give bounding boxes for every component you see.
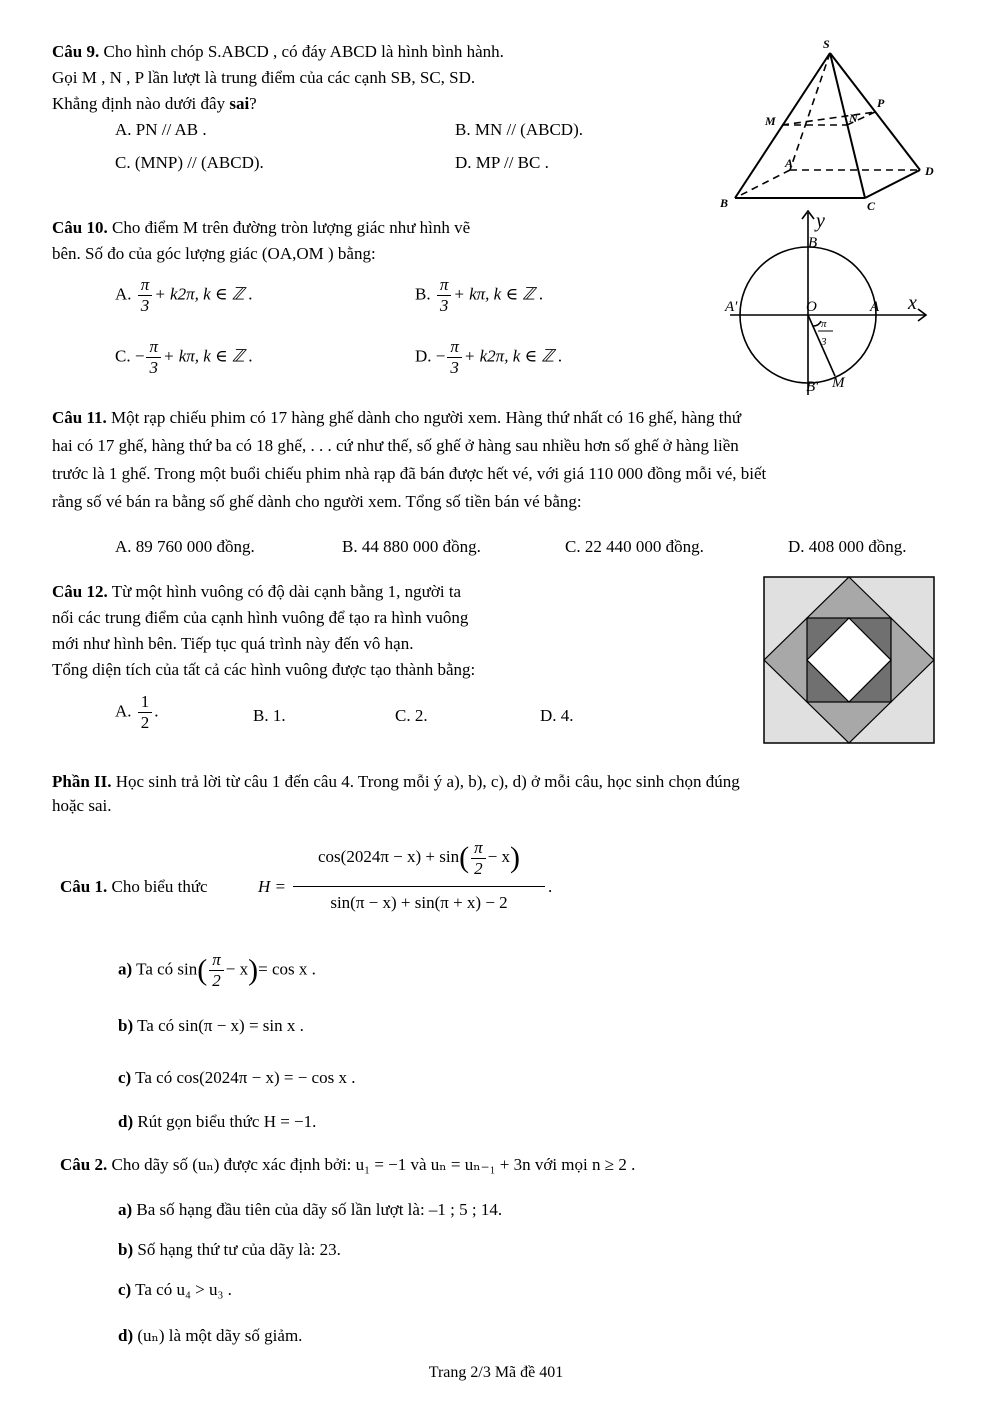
label-y-axis: y [816, 210, 825, 232]
q10-option-b [415, 275, 543, 316]
c1-a-post: − x [225, 959, 249, 979]
q11-option-c: C. 22 440 000 đồng. [565, 537, 704, 556]
q9-line3-post: ? [249, 94, 257, 113]
q12-text-1: Từ một hình vuông có độ dài cạnh bằng 1, người ta [111, 582, 462, 601]
q9-option-b: B. MN // (ABCD). [455, 120, 583, 139]
c1-item-c [118, 1068, 355, 1088]
c2-b-label: b) [118, 1240, 134, 1259]
c2-item-d [118, 1326, 302, 1346]
label-p: P [877, 96, 885, 110]
label-s: S [823, 37, 830, 51]
c1-numerator: cos(2024π − x) + sin( $\frac{\pi}{2}$ − x) [293, 832, 545, 887]
c1-d-text: Rút gọn biểu thức H = −1. [137, 1112, 317, 1131]
q12-a-den: 2 [140, 713, 150, 732]
q11-line2: hai có 17 ghế, hàng thứ ba có 18 ghế, . . . cứ như thế, số ghế ở hàng sau nhiều hơn số ghế ở hàng liền [52, 436, 739, 455]
label-o: O [806, 299, 817, 315]
c1-a-label: a) [118, 959, 133, 979]
label-m: M [765, 114, 776, 128]
c1-h-eq-text: H = [258, 877, 286, 896]
label-d: D [925, 164, 934, 178]
c2-item-b [118, 1240, 341, 1260]
q9-line2: Gọi M , N , P lần lượt là trung điểm của các cạnh SB, SC, SD. [52, 68, 476, 87]
label-x-axis: x [908, 292, 917, 314]
q11-label: Câu 11. [52, 408, 107, 427]
q9-line3-pre: Khẳng định nào dưới đây [52, 94, 226, 113]
c2-intro [60, 1155, 635, 1175]
q10-a-post: + k2π, k ∈ ℤ . [154, 284, 253, 304]
c2-label: Câu 2. [60, 1155, 108, 1174]
part2-line1 [52, 772, 740, 792]
q11-line4: rằng số vé bán ra bằng số ghế dành cho người xem. Tổng số tiền bán vé bằng: [52, 492, 582, 511]
c1-a-den: 2 [212, 971, 221, 990]
label-b-top: B [808, 235, 818, 251]
q12-a-num: 1 [138, 692, 153, 713]
q10-a-den: 3 [140, 296, 150, 315]
q10-option-a [115, 275, 253, 316]
q12-option-b: B. 1. [253, 706, 286, 725]
q10-b-post: + kπ, k ∈ ℤ . [453, 284, 544, 304]
c1-item-d [118, 1112, 316, 1132]
c1-a-num: π [209, 950, 224, 971]
label-b-prime: B′ [806, 379, 819, 395]
q10-c-pre: C. − [115, 346, 145, 366]
q12-line4: Tổng diện tích của tất cả các hình vuông được tạo thành bằng: [52, 660, 476, 679]
label-n: N [849, 111, 858, 125]
q12-a-pre: A. [115, 701, 132, 721]
q9-text-1: Cho hình chóp S.ABCD , có đáy ABCD là hình bình hành. [103, 42, 504, 61]
c1-b-text: Ta có sin(π − x) = sin x . [137, 1016, 304, 1035]
page-footer: Trang 2/3 Mã đề 401 [428, 1364, 564, 1381]
q9-line1 [52, 42, 504, 62]
c1-b-label: b) [118, 1016, 134, 1035]
q10-c-den: 3 [149, 358, 158, 377]
q9-option-a: A. PN // AB . [115, 120, 207, 139]
pyramid-figure [715, 35, 945, 215]
q10-b-den: 3 [439, 296, 449, 315]
q11-line1 [52, 408, 741, 428]
q11-option-d: D. 408 000 đồng. [788, 537, 907, 556]
q10-line2: bên. Số đo của góc lượng giác (OA,OM ) bằng: [52, 244, 376, 263]
c1-num-a: cos(2024π − x) + sin [318, 847, 460, 866]
q10-line1 [52, 218, 470, 238]
q12-line1 [52, 582, 461, 602]
q9-label: Câu 9. [52, 42, 100, 61]
q10-b-num: π [437, 275, 452, 296]
c2-c-text: Ta có u₄ > u₃ . [135, 1280, 232, 1299]
q9-option-c: C. (MNP) // (ABCD). [115, 153, 264, 172]
c1-c-label: c) [118, 1068, 132, 1087]
c1-intro [60, 877, 208, 897]
part2-text-1: Học sinh trả lời từ câu 1 đến câu 4. Trong mỗi ý a), b), c), d) ở mỗi câu, học sinh chọn đúng [115, 772, 740, 791]
part2-line2: hoặc sai. [52, 796, 112, 815]
label-m-point: M [832, 375, 845, 391]
q10-b-pre: B. [415, 284, 431, 304]
c1-h-eq [258, 877, 286, 897]
c1-label: Câu 1. [60, 877, 108, 896]
q9-option-d: D. MP // BC . [455, 153, 549, 172]
c1-end: . [548, 877, 553, 896]
c1-fraction [293, 832, 545, 913]
q10-text-1: Cho điểm M trên đường tròn lượng giác như hình vẽ [111, 218, 471, 237]
c1-num-frac-num: π [471, 838, 486, 859]
c1-item-a: a) Ta có sin( $\frac{\pi}{2}$ − x)= cos x . [118, 950, 316, 990]
c2-item-a [118, 1200, 502, 1220]
c1-denominator: sin(π − x) + sin(π + x) − 2 [330, 893, 508, 912]
c1-item-b [118, 1016, 304, 1036]
c2-a-label: a) [118, 1200, 133, 1219]
part2-label: Phần II. [52, 772, 112, 791]
q11-text-1: Một rạp chiếu phim có 17 hàng ghế dành cho người xem. Hàng thứ nhất có 16 ghế, hàng thứ [111, 408, 742, 427]
q12-option-c: C. 2. [395, 706, 428, 725]
label-a-prime: A′ [725, 299, 738, 315]
q11-option-a: A. 89 760 000 đồng. [115, 537, 255, 556]
label-a: A [785, 156, 794, 170]
q12-label: Câu 12. [52, 582, 108, 601]
q11-option-b: B. 44 880 000 đồng. [342, 537, 481, 556]
q10-option-d [415, 337, 562, 378]
q10-d-den: 3 [450, 358, 459, 377]
c2-d-label: d) [118, 1326, 134, 1345]
q11-line3: trước là 1 ghế. Trong một buổi chiếu phim nhà rạp đã bán được hết vé, với giá 110 000 đồng mỗi vé, biết [52, 464, 767, 483]
q12-line2: nối các trung điểm của cạnh hình vuông để tạo ra hình vuông [52, 608, 469, 627]
q10-label: Câu 10. [52, 218, 108, 237]
c1-a-rhs: = cos x . [258, 959, 316, 979]
c2-item-c [118, 1280, 232, 1300]
c1-a-pre: Ta có sin [136, 959, 198, 979]
q12-option-d: D. 4. [540, 706, 574, 725]
q10-d-num: π [447, 337, 462, 358]
q10-a-num: π [138, 275, 153, 296]
c2-a-text: Ba số hạng đầu tiên của dãy số lần lượt là: –1 ; 5 ; 14. [136, 1200, 503, 1219]
q10-d-pre: D. − [415, 346, 446, 366]
q12-line3: mới như hình bên. Tiếp tục quá trình này đến vô hạn. [52, 634, 414, 653]
q10-d-post: + k2π, k ∈ ℤ . [463, 346, 563, 366]
angle-num: π [821, 318, 827, 330]
label-a-right: A [870, 299, 880, 315]
q10-c-num: π [146, 337, 161, 358]
q9-line3 [52, 94, 257, 114]
c2-c-label: c) [118, 1280, 132, 1299]
q9-line3-bold: sai [229, 94, 250, 113]
c2-b-text: Số hạng thứ tư của dãy là: 23. [137, 1240, 341, 1259]
q10-option-c [115, 337, 253, 378]
c1-c-text: Ta có cos(2024π − x) = − cos x . [135, 1068, 356, 1087]
label-b: B [720, 196, 729, 210]
c2-text: Cho dãy số (uₙ) được xác định bởi: u₁ = −1 và uₙ = uₙ₋₁ + 3n với mọi n ≥ 2 . [111, 1155, 636, 1174]
c1-num-b: − x [487, 847, 510, 866]
c2-d-text: (uₙ) là một dãy số giảm. [137, 1326, 303, 1345]
q10-a-pre: A. [115, 284, 132, 304]
c1-d-label: d) [118, 1112, 134, 1131]
unit-circle-figure [720, 205, 935, 400]
c1-intro-text: Cho biểu thức [111, 877, 208, 896]
label-c: C [867, 199, 876, 213]
nested-squares-figure [762, 575, 938, 747]
q10-c-post: + kπ, k ∈ ℤ . [162, 346, 254, 366]
angle-den: 3 [821, 336, 827, 348]
c1-num-frac-den: 2 [474, 858, 483, 878]
q12-option-a [115, 692, 159, 733]
q12-a-post: . [154, 701, 159, 721]
